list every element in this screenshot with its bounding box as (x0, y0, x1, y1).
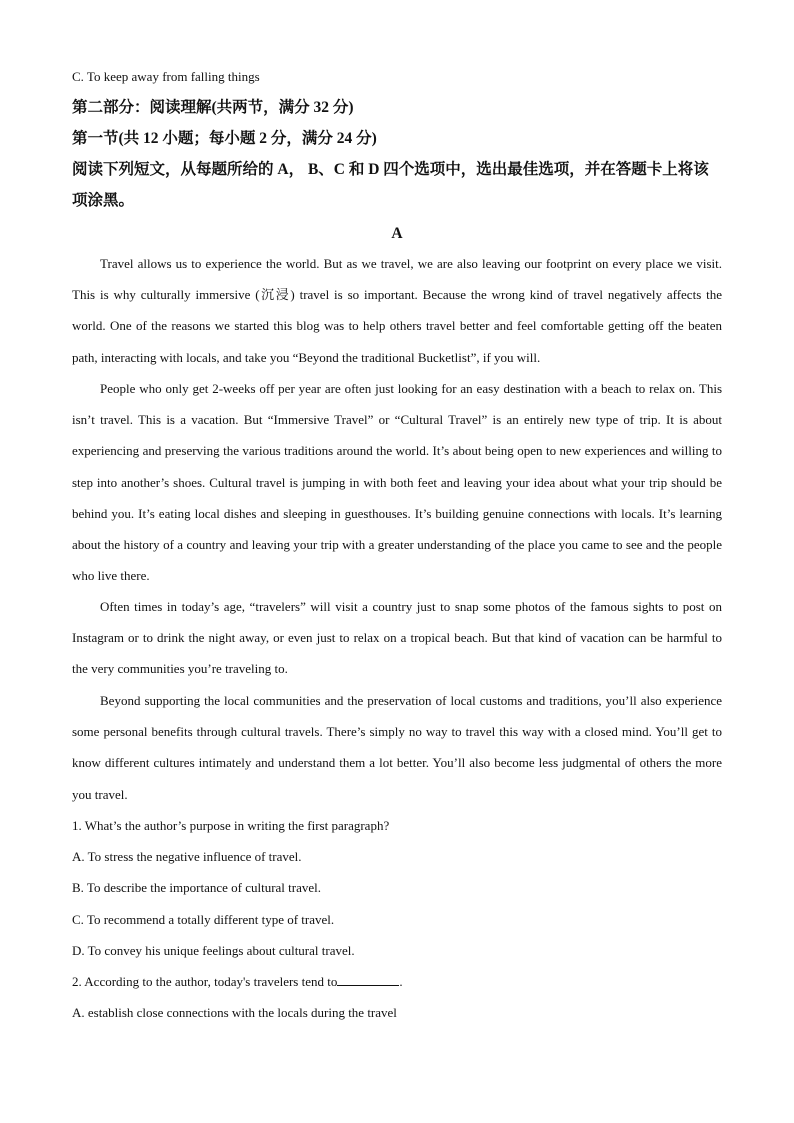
question-1-option-c: C. To recommend a totally different type of travel. (72, 912, 335, 927)
passage-paragraph-1: Travel allows us to experience the world. But as we travel, we are also leaving our footprint on every place we visit. This is why culturally immersive (沉浸) travel is so important. Because the wrong kind of travel negatively affects the world. One of the reasons we started this blog was to help others travel better and feel comfortable getting off the beaten path, interacting with locals, and take you “Beyond the traditional Bucketlist”, if you will. (72, 256, 722, 365)
passage-label: A (391, 225, 403, 242)
question-2-option-a: A. establish close connections with the locals during the travel (72, 1005, 397, 1020)
subsection-one-heading: 第一节(共 12 小题；每小题 2 分，满分 24 分) (72, 130, 377, 147)
question-1-option-d: D. To convey his unique feelings about cultural travel. (72, 943, 355, 958)
question-1-stem: 1. What’s the author’s purpose in writing the first paragraph? (72, 818, 390, 833)
question-1-option-b: B. To describe the importance of cultural travel. (72, 880, 322, 895)
answer-blank (337, 973, 399, 986)
question-2-stem-line: 2. According to the author, today's travelers tend to . (72, 974, 403, 989)
passage-paragraph-3: Often times in today’s age, “travelers” will visit a country just to snap some photos of the famous sights to post on Instagram or to drink the night away, or even just to relax on a tropical beach. But that kind of vacation can be harmful to the very communities you’re traveling to. (72, 599, 722, 677)
passage-paragraph-4: Beyond supporting the local communities and the preservation of local customs and traditions, you’ll also experience some personal benefits through cultural travels. There’s simply no way to travel this way with a closed mind. You’ll get to know different cultures intimately and understand them a lot better. You’ll also become less judgmental of others the more you travel. (72, 693, 722, 802)
section-two-heading: 第二部分：阅读理解(共两节，满分 32 分) (72, 99, 354, 116)
previous-question-option-c: C. To keep away from falling things (72, 69, 260, 84)
reading-instructions: 阅读下列短文，从每题所给的 A， B、C 和 D 四个选项中，选出最佳选项，并在答题卡上将该项涂黑。 (72, 161, 709, 209)
question-2-stem: 2. According to the author, today's travelers tend to (72, 974, 338, 989)
passage-paragraph-2: People who only get 2-weeks off per year are often just looking for an easy destination with a beach to relax on. This isn’t travel. This is a vacation. But “Immersive Travel” or “Cultural Travel” is an entirely new type of trip. It is about experiencing and preserving the various traditions around the world. It’s about being open to new experiences and willing to step into another’s shoes. Cultural travel is jumping in with both feet and leaving your idea about what your trip should be behind you. It’s eating local dishes and sleeping in guesthouses. It’s building genuine connections with locals. It’s learning about the history of a country and leaving your trip with a greater understanding of the place you came to see and the people who live there. (72, 381, 722, 584)
question-1-option-a: A. To stress the negative influence of travel. (72, 849, 302, 864)
